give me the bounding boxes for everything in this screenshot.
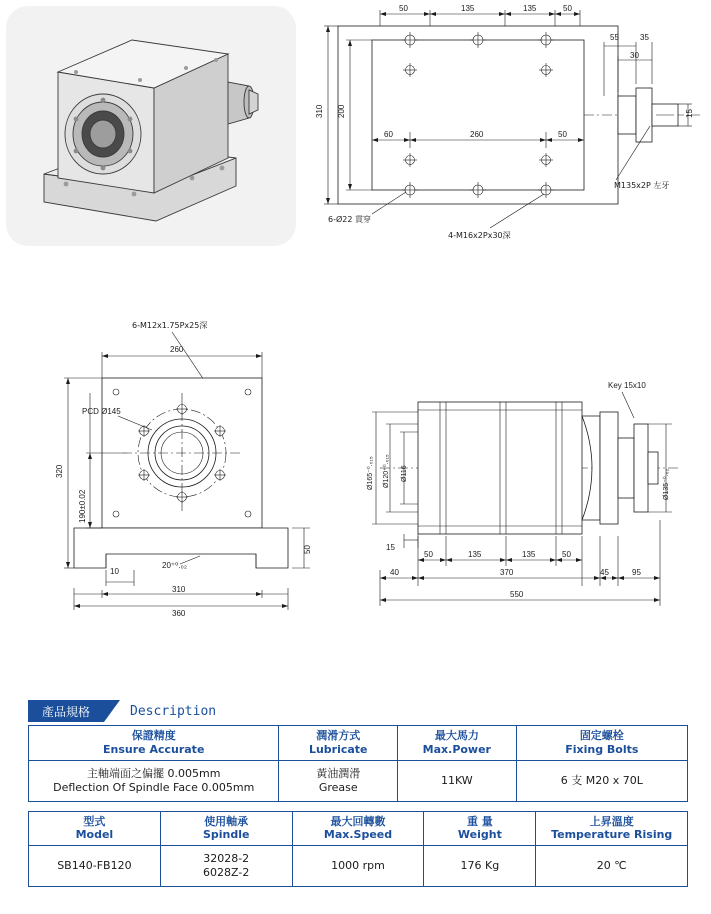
td-max-speed: 1000 rpm: [292, 846, 424, 887]
spec-header: [28, 700, 688, 722]
dim-dia-135: Ø135⁻⁰.₀₂: [663, 468, 670, 500]
spindle-photo: [6, 6, 296, 246]
th-model: [29, 811, 161, 846]
th-weight: [424, 811, 536, 846]
td-lubricate-en: Grease: [318, 780, 358, 794]
dim-top-135b: 135: [523, 4, 537, 13]
table-header-row: [29, 726, 688, 761]
th-lubricate-en: Lubricate: [308, 742, 368, 756]
th-spindle: [160, 811, 292, 846]
dim-50-inner: 50: [558, 130, 567, 139]
th-max-power-cjk: 最大馬力: [434, 729, 479, 742]
td-temp-rising: 20 ℃: [536, 846, 688, 887]
table-row: [29, 846, 688, 887]
dim-top-135a: 135: [461, 4, 475, 13]
dim-95: 95: [632, 568, 641, 577]
note-6-m12: 6-M12x1.75Px25深: [132, 321, 208, 330]
th-fixing-bolts-en: Fixing Bolts: [565, 742, 639, 756]
note-4-m16: 4-M16x2Px30深: [448, 231, 511, 240]
th-lubricate: [279, 726, 398, 761]
spec-table-2: [28, 811, 688, 888]
dim-50-front: 50: [303, 545, 312, 554]
th-fixing-bolts-cjk: 固定螺栓: [579, 729, 624, 742]
dim-10: 10: [110, 567, 119, 576]
front-view: [55, 318, 350, 618]
th-fixing-bolts: [516, 726, 687, 761]
table-row: [29, 760, 688, 801]
dim-dia-116: Ø116: [401, 465, 408, 482]
dim-320: 320: [55, 464, 64, 478]
note-6x22-through: 6-Ø22 貫穿: [328, 215, 371, 224]
th-ensure-accurate-cjk: 保證精度: [131, 729, 176, 742]
td-accuracy: [29, 760, 279, 801]
dim-side-135a: 135: [468, 550, 482, 559]
dim-20: 20⁺⁰.₀₂: [162, 561, 187, 570]
side-view: [360, 360, 700, 630]
dim-30: 30: [630, 51, 639, 60]
dim-310: 310: [172, 585, 186, 594]
th-max-speed-en: Max.Speed: [323, 828, 393, 842]
td-spindle: [160, 846, 292, 887]
td-spindle-line2: 6028Z-2: [203, 866, 250, 879]
dim-top-50b: 50: [563, 4, 572, 13]
th-weight-cjk: 重 量: [466, 814, 493, 828]
spec-description-label: Description: [130, 703, 217, 719]
th-max-speed-cjk: 最大回轉數: [330, 814, 386, 828]
dim-front-260: 260: [170, 345, 184, 354]
spec-tag-notch: [104, 700, 120, 722]
td-lubricate-cjk: 黃油潤滑: [316, 766, 361, 780]
dim-190: 190±0.02: [78, 489, 87, 523]
dim-200-left: 200: [337, 104, 346, 118]
th-lubricate-cjk: 潤滑方式: [316, 729, 361, 742]
dim-260: 260: [470, 130, 484, 139]
spindle-photo-panel: [6, 6, 296, 246]
dim-35: 35: [640, 33, 649, 42]
dim-310-left: 310: [315, 104, 324, 118]
th-spindle-en: Spindle: [202, 828, 250, 842]
spec-tag-label: 產品規格: [28, 700, 104, 722]
td-accuracy-cjk: 主軸端面之偏擺 0.005mm: [87, 766, 221, 780]
dim-45: 45: [600, 568, 609, 577]
top-view: [315, 0, 710, 250]
dim-60: 60: [384, 130, 393, 139]
dim-side-135b: 135: [522, 550, 536, 559]
note-m135-left-thread: M135x2P 左牙: [614, 181, 670, 190]
table-header-row: [29, 811, 688, 846]
th-ensure-accurate: [29, 726, 279, 761]
dim-15-side: 15: [386, 543, 395, 552]
th-spindle-cjk: 使用軸承: [204, 814, 249, 828]
spec-table-1: [28, 725, 688, 802]
th-temp-rising-en: Temperature Rising: [551, 828, 673, 842]
td-max-power: 11KW: [398, 760, 517, 801]
th-temp-rising: [536, 811, 688, 846]
dim-side-50a: 50: [424, 550, 433, 559]
th-temp-rising-cjk: 上昇溫度: [589, 814, 634, 828]
product-spec-section: [28, 700, 688, 887]
note-key: Key 15x10: [608, 381, 646, 390]
td-lubricate: [279, 760, 398, 801]
td-weight: 176 Kg: [424, 846, 536, 887]
td-accuracy-en: Deflection Of Spindle Face 0.005mm: [53, 780, 255, 794]
dim-550: 550: [510, 590, 524, 599]
th-model-cjk: 型式: [83, 814, 106, 828]
dim-370: 370: [500, 568, 514, 577]
th-max-power-en: Max.Power: [422, 742, 491, 756]
label-pcd: PCD Ø145: [82, 407, 121, 416]
td-fixing-bolts: 6 支 M20 x 70L: [516, 760, 687, 801]
td-model: SB140-FB120: [29, 846, 161, 887]
dim-top-50a: 50: [399, 4, 408, 13]
th-ensure-accurate-en: Ensure Accurate: [103, 742, 205, 756]
dim-15-right: 15: [685, 109, 694, 118]
dim-dia-120: Ø120⁺⁰.₀₁₅: [383, 454, 390, 488]
dim-dia-165: Ø165⁻⁰.₀₁₅: [367, 456, 374, 490]
dim-55: 55: [610, 33, 619, 42]
td-spindle-line1: 32028-2: [203, 852, 250, 866]
dim-side-50b: 50: [562, 550, 571, 559]
th-model-en: Model: [75, 828, 114, 842]
th-weight-en: Weight: [457, 828, 502, 842]
dim-360: 360: [172, 609, 186, 618]
th-max-speed: [292, 811, 424, 846]
th-max-power: [398, 726, 517, 761]
dim-40: 40: [390, 568, 399, 577]
